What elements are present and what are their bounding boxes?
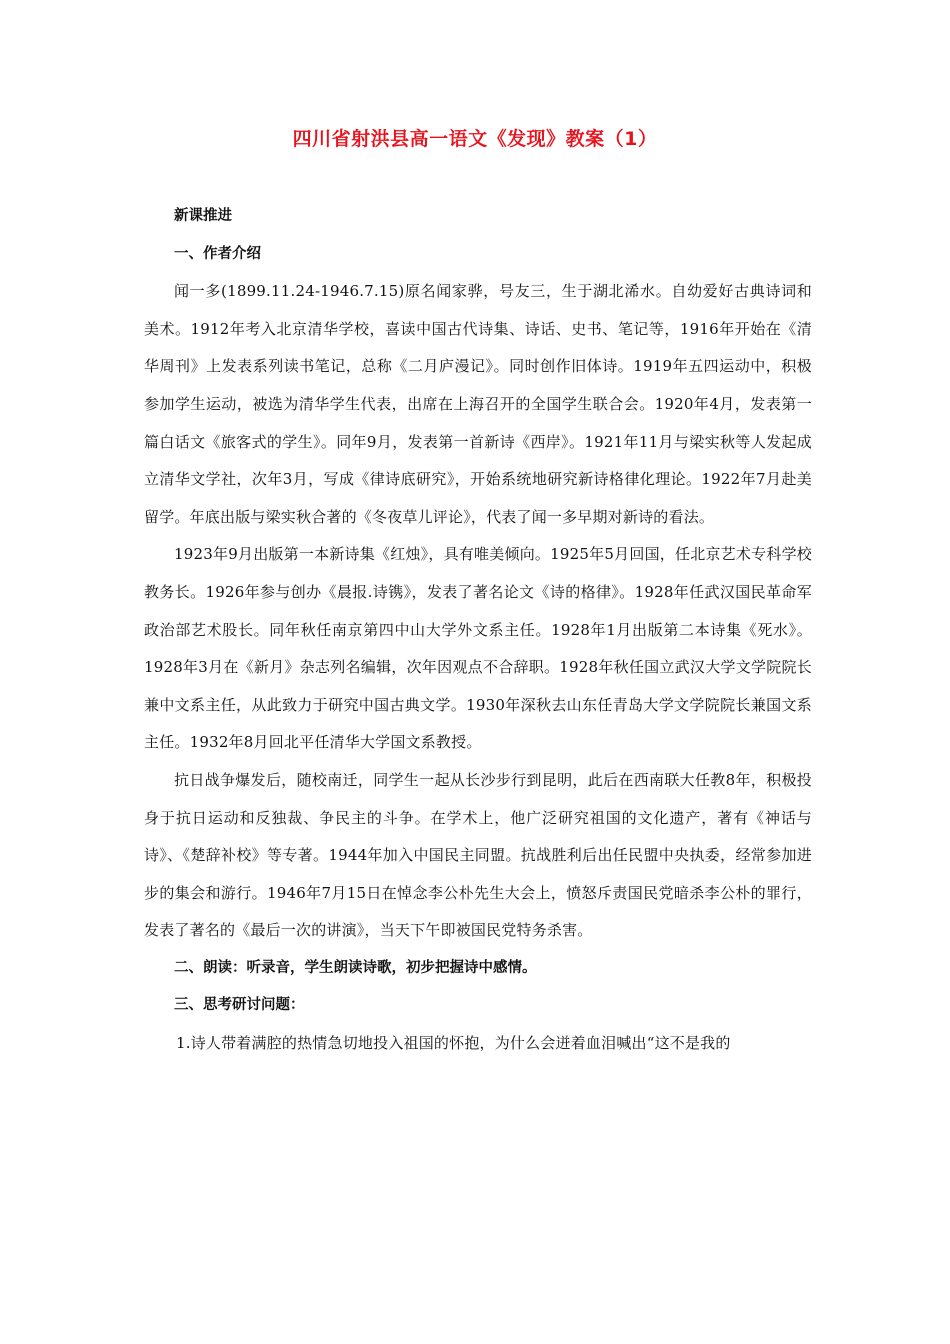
section-heading-questions: 三、思考研讨问题：	[174, 997, 305, 1014]
section-heading-author: 一、作者介绍	[174, 245, 261, 262]
document-title: 四川省射洪县高一语文《发现》教案（1）	[292, 128, 658, 150]
document-body	[144, 198, 812, 1063]
section-label-new-lesson: 新课推进	[174, 208, 232, 224]
author-paragraph-3: 抗日战争爆发后，随校南迁，同学生一起从长沙步行到昆明，此后在西南联大任教8年，积极投身于抗日运动和反独裁、争民主的斗争。在学术上，他广泛研究祖国的文化遗产，著有《神话与诗》、《楚辞补校》等专著。1944年加入中国民主同盟。抗战胜利后出任民盟中央执委，经常参加进步的集会和游行。1946年7月15日在悼念李公朴先生大会上，愤怒斥责国民党暗杀李公朴的罪行，发表了著名的《最后一次的讲演》，当天下午即被国民党特务杀害。	[144, 770, 812, 940]
author-paragraph-1: 闻一多(1899.11.24-1946.7.15)原名闻家骅，号友三，生于湖北浠水。自幼爱好古典诗词和美术。1912年考入北京清华学校，喜读中国古代诗集、诗话、史书、笔记等，1916年开始在《清华周刊》上发表系列读书笔记，总称《二月庐漫记》。同时创作旧体诗。1919年五四运动中，积极参加学生运动，被选为清华学生代表，出席在上海召开的全国学生联合会。1920年4月，发表第一篇白话文《旅客式的学生》。同年9月，发表第一首新诗《西岸》。1921年11月与梁实秋等人发起成立清华文学社，次年3月，写成《律诗底研究》，开始系统地研究新诗格律化理论。1922年7月赴美留学。年底出版与梁实秋合著的《冬夜草儿评论》，代表了闻一多早期对新诗的看法。	[144, 282, 812, 526]
section-heading-reading: 二、朗读：听录音，学生朗读诗歌，初步把握诗中感情。	[174, 959, 537, 976]
question-1: 1.诗人带着满腔的热情急切地投入祖国的怀抱，为什么会迸着血泪喊出“这不是我的	[176, 1034, 731, 1053]
author-paragraph-2: 1923年9月出版第一本新诗集《红烛》，具有唯美倾向。1925年5月回国，任北京艺术专科学校教务长。1926年参与创办《晨报.诗镌》，发表了著名论文《诗的格律》。1928年任武汉国民革命军政治部艺术股长。同年秋任南京第四中山大学外文系主任。1928年1月出版第二本诗集《死水》。1928年3月在《新月》杂志列名编辑，次年因观点不合辞职。1928年秋任国立武汉大学文学院院长兼中文系主任，从此致力于研究中国古典文学。1930年深秋去山东任青岛大学文学院院长兼国文系主任。1932年8月回北平任清华大学国文系教授。	[144, 545, 812, 752]
